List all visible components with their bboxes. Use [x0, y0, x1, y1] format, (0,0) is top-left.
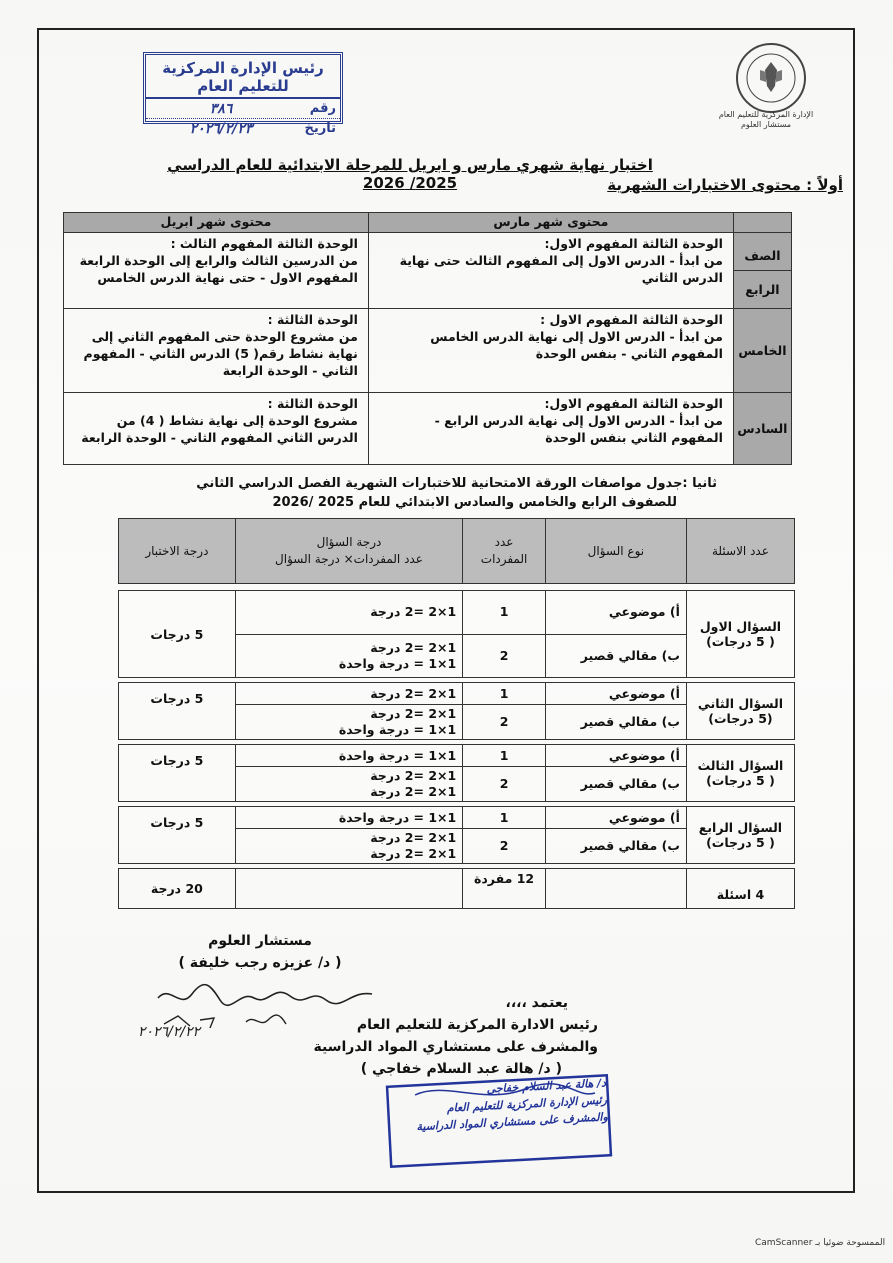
header-degree-line1: درجة السؤال [316, 535, 382, 549]
april-lessons: من مشروع الوحدة حتى المفهوم الثاني إلى نهاية نشاط رقم( 5) الدرس الثاني - المفهوم الثاني - الوحدة الرابعة [83, 329, 358, 378]
degree-a [235, 591, 462, 635]
april-unit: الوحدة الثالثة : [267, 312, 358, 327]
march-unit: الوحدة الثالثة المفهوم الاول : [540, 312, 723, 327]
march-content-cell [368, 309, 733, 393]
april-unit: الوحدة الثالثة : [267, 396, 358, 411]
question-type-b: ب) مقالي قصير [545, 705, 686, 740]
table-row [119, 591, 795, 635]
degree-b [235, 634, 462, 678]
header-items-count [463, 519, 546, 584]
logo-caption [710, 110, 822, 130]
header-grade [733, 213, 791, 233]
exam-specification-table [118, 518, 795, 909]
question-total: 5 درجات [119, 745, 236, 802]
stamp-number-value: ٣٨٦ [209, 100, 233, 117]
degree-b-line1: 1×2 =2 درجة [370, 639, 457, 655]
advisor-name: ( د/ عزيزه رجب خليفة ) [178, 955, 342, 971]
question-name: السؤال الرابع [698, 820, 783, 835]
grade-label: الرابع [745, 282, 780, 297]
header-items-line1: عدد [494, 535, 514, 549]
header-question-type: نوع السؤال [545, 519, 686, 584]
question-type-b: ب) مقالي قصير [545, 634, 686, 678]
question-type-a: أ) موضوعي [545, 807, 686, 829]
total-type-empty [545, 869, 686, 909]
question-marks: (5 درجات) [708, 711, 773, 726]
logo-caption-line1: الإدارة المركزية للتعليم العام [718, 110, 814, 119]
degree-b-line2: 1×2 =2 درجة [370, 846, 457, 862]
items-count-a: 1 [463, 807, 546, 829]
total-questions: 4 اسئلة [686, 869, 794, 909]
section2-title [157, 474, 717, 512]
april-content-cell [64, 393, 369, 465]
header-items-line2: المفردات [480, 552, 528, 566]
header-question-degree [235, 519, 462, 584]
table-row [119, 745, 795, 767]
stamp-date-row [146, 119, 340, 138]
handwritten-date: ٢٠٢٦/٢/٢٢ [137, 1024, 200, 1040]
question-marks: ( 5 درجات) [706, 634, 775, 649]
stamp-title: رئيس الإدارة المركزية للتعليم العام [146, 59, 340, 99]
question-name: السؤال الثالث [697, 758, 784, 773]
march-unit: الوحدة الثالثة المفهوم الاول: [544, 396, 723, 411]
april-content-cell [64, 233, 369, 309]
section2-title-line2: للصفوف الرابع والخامس والسادس الابتدائي للعام 2025 /2026 [272, 495, 677, 510]
question-marks: ( 5 درجات) [706, 773, 775, 788]
degree-b [235, 767, 462, 802]
stamp-date-label: تاريخ [304, 121, 336, 136]
degree-a-line1: 1×2 =2 درجة [370, 604, 457, 620]
degree-b-line1: 1×2 =2 درجة [370, 768, 457, 784]
table-row [64, 393, 792, 465]
stamp-date-value: ٢٠٢٦/٢/٢٣ [189, 120, 253, 137]
table2-header-row [119, 519, 795, 584]
question-total: 5 درجات [119, 683, 236, 740]
advisor-title: مستشار العلوم [208, 933, 312, 949]
april-content-cell [64, 309, 369, 393]
items-count-b: 2 [463, 705, 546, 740]
grade-label: السادس [733, 393, 791, 465]
march-unit: الوحدة الثالثة المفهوم الاول: [544, 236, 723, 251]
stamp-number-row [146, 99, 340, 119]
march-content-cell [368, 233, 733, 309]
head-name: ( د/ هالة عبد السلام خفاجي ) [360, 1061, 562, 1077]
items-count-a: 1 [463, 683, 546, 705]
stamp-number-label: رقم [309, 101, 336, 116]
items-count-b: 2 [463, 634, 546, 678]
question-total: 5 درجات [119, 591, 236, 678]
total-degree-empty [235, 869, 462, 909]
april-unit: الوحدة الثالثة المفهوم الثالث : [170, 236, 358, 251]
grade-label: الخامس [733, 309, 791, 393]
question-name-cell [686, 745, 794, 802]
head-title-line1: رئيس الادارة المركزية للتعليم العام [356, 1017, 598, 1033]
question-type-b: ب) مقالي قصير [545, 829, 686, 864]
science-advisor-signature [160, 930, 360, 974]
totals-row [119, 869, 795, 909]
table-row [119, 807, 795, 829]
table-row [64, 309, 792, 393]
section1-title: أولاً : محتوى الاختبارات الشهرية [607, 176, 843, 194]
degree-b-line2: 1×1 = درجة واحدة [338, 722, 457, 738]
approve-label: يعتمد ،،،، [505, 995, 568, 1011]
degree-b-line2: 1×1 = درجة واحدة [338, 655, 457, 671]
april-lessons: من الدرسين الثالث والرابع إلى الوحدة الرابعة المفهوم الاول - حتى نهاية الدرس الخامس [79, 253, 358, 285]
question-type-a: أ) موضوعي [545, 683, 686, 705]
table1-header-row [64, 213, 792, 233]
question-type-a: أ) موضوعي [545, 745, 686, 767]
degree-a: 1×2 =2 درجة [235, 683, 462, 705]
question-marks: ( 5 درجات) [706, 835, 775, 850]
march-content-cell [368, 393, 733, 465]
april-lessons: مشروع الوحدة إلى نهاية نشاط ( 4) من الدرس الثاني المفهوم الثاني - الوحدة الرابعة [81, 413, 358, 445]
monthly-content-table [63, 212, 792, 465]
degree-a: 1×1 = درجة واحدة [235, 807, 462, 829]
question-name-cell [686, 591, 794, 678]
march-lessons: من ابدأ - الدرس الاول إلى نهاية الدرس الرابع - المفهوم الثاني بنفس الوحدة [434, 413, 723, 445]
question-type-b: ب) مقالي قصير [545, 767, 686, 802]
march-lessons: من ابدأ - الدرس الاول إلى نهاية الدرس الخامس المفهوم الثاني - بنفس الوحدة [430, 329, 723, 361]
degree-b-line1: 1×2 =2 درجة [370, 706, 457, 722]
section2-title-line1: ثانيا :جدول مواصفات الورقة الامتحانية للاختبارات الشهرية الفصل الدراسي الثاني [196, 476, 717, 491]
head-title-line2: والمشرف على مستشاري المواد الدراسية [313, 1039, 598, 1055]
grade-header-label: الصف [734, 241, 791, 271]
total-exam-degree: 20 درجة [119, 869, 236, 909]
stamp-line2: رئيس الإدارة المركزية للتعليم العام [446, 1093, 608, 1115]
march-lessons: من ابدأ - الدرس الاول إلى المفهوم الثالث حتى نهاية الدرس الثاني [399, 253, 723, 285]
degree-b-line2: 1×2 =2 درجة [370, 784, 457, 800]
header-degree-line2: عدد المفردات× درجة السؤال [275, 552, 423, 566]
degree-a: 1×1 = درجة واحدة [235, 745, 462, 767]
table-row [64, 233, 792, 309]
question-name: السؤال الاول [699, 619, 782, 634]
total-items: 12 مفردة [463, 869, 546, 909]
stamp-line3: والمشرف على مستشاري المواد الدراسية [416, 1110, 609, 1134]
table-row [119, 683, 795, 705]
question-name: السؤال الثاني [697, 696, 784, 711]
items-count-a: 1 [463, 591, 546, 635]
items-count-b: 2 [463, 767, 546, 802]
header-exam-total: درجة الاختبار [119, 519, 236, 584]
scanner-footer: CamScanner الممسوحة ضوئيا بـ [755, 1238, 886, 1248]
stamp-line1: د/ هالة عبد السلام خفاجي [486, 1076, 607, 1096]
header-question-count: عدد الاسئلة [686, 519, 794, 584]
question-total: 5 درجات [119, 807, 236, 864]
page-title: اختبار نهاية شهري مارس و ابريل للمرحلة الابتدائية للعام الدراسي 2025/ 2026 [167, 156, 653, 192]
items-count-b: 2 [463, 829, 546, 864]
degree-b [235, 705, 462, 740]
spacer-row [119, 584, 795, 591]
items-count-a: 1 [463, 745, 546, 767]
question-type-a: أ) موضوعي [545, 591, 686, 635]
grade-cell [733, 233, 791, 309]
header-april: محتوى شهر ابريل [64, 213, 369, 233]
degree-b [235, 829, 462, 864]
logo-caption-line2: مستشار العلوم [740, 120, 792, 129]
question-name-cell [686, 807, 794, 864]
header-march: محتوى شهر مارس [368, 213, 733, 233]
general-education-head-signature [278, 992, 598, 1080]
degree-b-line1: 1×2 =2 درجة [370, 830, 457, 846]
question-name-cell [686, 683, 794, 740]
registration-stamp [143, 52, 343, 137]
